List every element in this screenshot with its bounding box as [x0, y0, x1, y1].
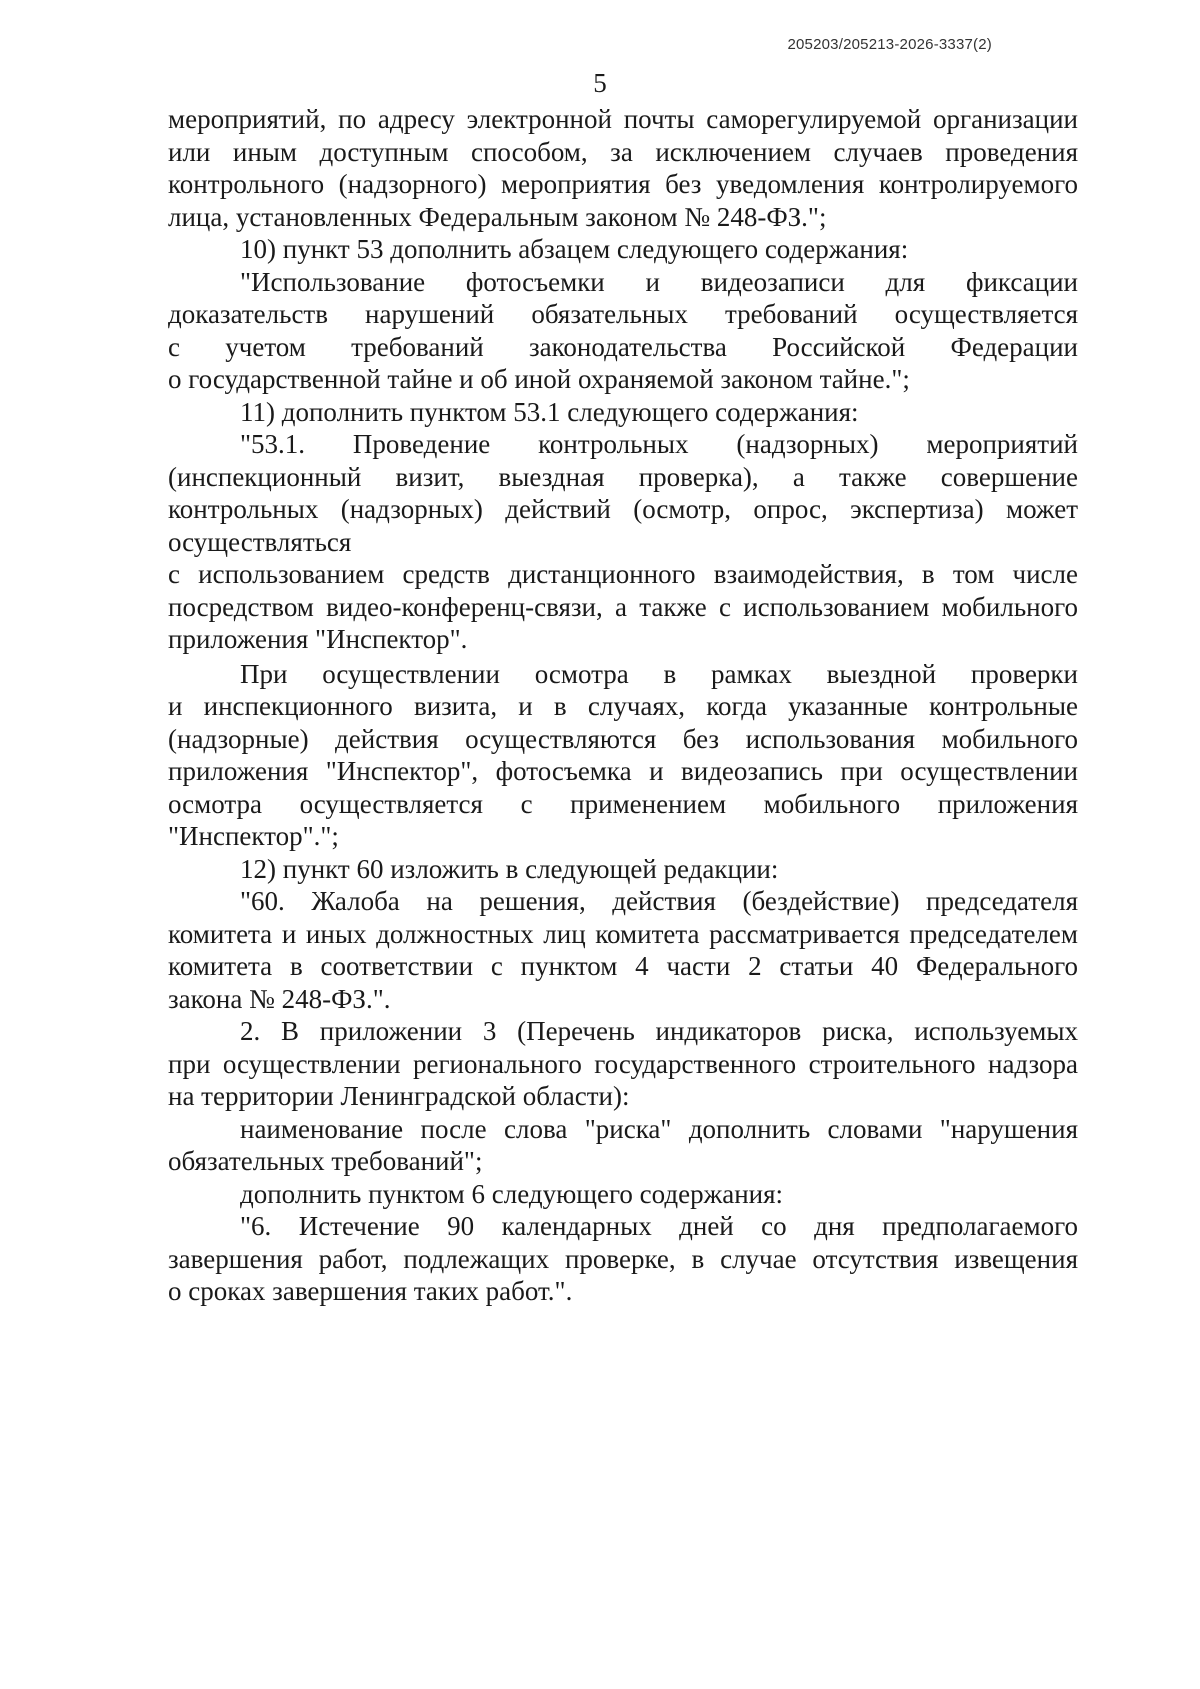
text-line: 12) пункт 60 изложить в следующей редакции: [240, 853, 779, 884]
text-line: и инспекционного визита, и в случаях, когда указанные контрольные [168, 691, 1078, 721]
text-line: "60. Жалоба на решения, действия (бездействие) председателя [240, 886, 1078, 916]
text-line: "6. Истечение 90 календарных дней со дня предполагаемого [240, 1211, 1078, 1241]
text-line: наименование после слова "риска" дополнить словами "нарушения [240, 1113, 1078, 1144]
text-line: дополнить пунктом 6 следующего содержания: [240, 1178, 784, 1209]
text-line: о государственной тайне и об иной охраняемой законом тайне."; [168, 364, 910, 394]
text-line: "Инспектор"."; [168, 821, 339, 851]
text-line: (инспекционный визит, выездная проверка), а также совершение [168, 461, 1078, 492]
text-line: завершения работ, подлежащих проверке, в случае отсутствия извещения [168, 1243, 1078, 1274]
text-line: комитета и иных должностных лиц комитета рассматривается председателем [168, 918, 1078, 949]
text-line: осуществляться [168, 526, 352, 557]
text-line: "53.1. Проведение контрольных (надзорных) мероприятий [240, 429, 1078, 459]
text-line: мероприятий, по адресу электронной почты саморегулируемой организации [168, 104, 1078, 134]
page-number: 5 [593, 68, 607, 98]
text-line: (надзорные) действия осуществляются без использования мобильного [168, 723, 1078, 754]
text-line: 2. В приложении 3 (Перечень индикаторов риска, используемых [240, 1016, 1078, 1046]
text-line: комитета в соответствии с пунктом 4 части 2 статьи 40 Федерального [168, 951, 1078, 981]
text-line: с учетом требований законодательства Российской Федерации [168, 331, 1078, 362]
text-line: контрольного (надзорного) мероприятия без уведомления контролируемого [168, 169, 1078, 199]
text-line: "Использование фотосъемки и видеозаписи для фиксации [240, 266, 1078, 297]
text-line: приложения "Инспектор", фотосъемка и видеозапись при осуществлении [168, 756, 1078, 786]
text-line: лица, установленных Федеральным законом № 248-ФЗ."; [168, 201, 827, 232]
document-registration-number: 205203/205213-2026-3337(2) [787, 36, 992, 53]
text-line: доказательств нарушений обязательных требований осуществляется [168, 299, 1078, 329]
text-line: или иным доступным способом, за исключением случаев проведения [168, 136, 1078, 167]
text-line: с использованием средств дистанционного взаимодействия, в том числе [168, 559, 1078, 589]
text-line: при осуществлении регионального государственного строительного надзора [168, 1048, 1078, 1079]
text-line: 11) дополнить пунктом 53.1 следующего содержания: [240, 396, 859, 427]
text-line: обязательных требований"; [168, 1146, 483, 1176]
text-line: контрольных (надзорных) действий (осмотр, опрос, экспертиза) может [168, 494, 1078, 524]
text-line: о сроках завершения таких работ.". [168, 1276, 573, 1306]
document-body [168, 103, 1078, 1308]
text-line: закона № 248-ФЗ.". [168, 983, 391, 1014]
text-line: осмотра осуществляется с применением мобильного приложения [168, 788, 1078, 819]
text-line: посредством видео-конференц-связи, а также с использованием мобильного [168, 591, 1078, 622]
text-line: При осуществлении осмотра в рамках выездной проверки [240, 658, 1078, 689]
text-line: на территории Ленинградской области): [168, 1081, 630, 1111]
text-line: приложения "Инспектор". [168, 624, 468, 654]
text-line: 10) пункт 53 дополнить абзацем следующего содержания: [240, 234, 909, 264]
